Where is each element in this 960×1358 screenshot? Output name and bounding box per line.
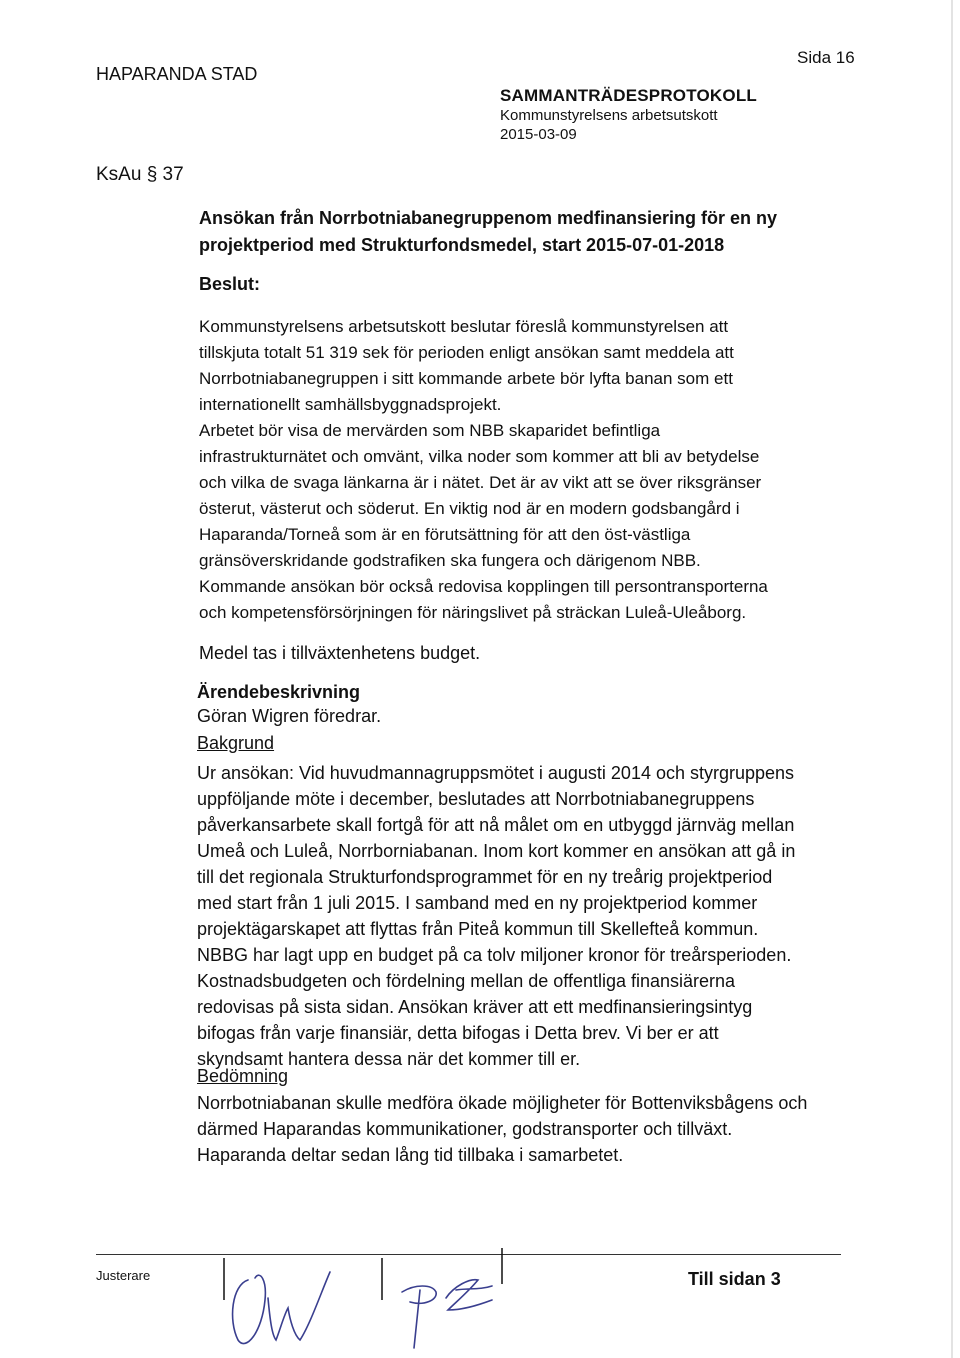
section-reference: KsAu § 37 bbox=[96, 164, 184, 185]
text-line: Kommande ansökan bör också redovisa kopplingen till persontransporterna bbox=[199, 577, 768, 596]
text-line: infrastrukturnätet och omvänt, vilka noder som kommer att bli av betydelse bbox=[199, 447, 760, 466]
meeting-date: 2015-03-09 bbox=[500, 126, 577, 143]
title-line: projektperiod med Strukturfondsmedel, start 2015-07-01-2018 bbox=[199, 235, 725, 255]
assessment-paragraph bbox=[197, 1090, 807, 1168]
text-line: och vilka de svaga länkarna är i nätet. Det är av vikt att se över riksgränser bbox=[199, 473, 762, 492]
signature-initials-1 bbox=[233, 1272, 330, 1344]
organization-name: HAPARANDA STAD bbox=[96, 64, 258, 84]
decision-paragraph-2 bbox=[199, 418, 768, 626]
text-line: påverkansarbete skall fortgå för att nå målet om en utbyggd järnväg mellan bbox=[197, 815, 795, 835]
matter-title bbox=[199, 205, 777, 259]
text-line: Haparanda deltar sedan lång tid tillbaka i samarbetet. bbox=[197, 1145, 624, 1165]
text-line: Umeå och Luleå, Norrborniabanan. Inom kort kommer en ansökan att gå in bbox=[197, 841, 796, 861]
text-line: gränsöverskridande godstrafiken ska fungera och därigenom NBB. bbox=[199, 551, 701, 570]
text-line: Norrbotniabanan skulle medföra ökade möjligheter för Bottenviksbågens och bbox=[197, 1093, 808, 1113]
presenter-line: Göran Wigren föredrar. bbox=[197, 706, 382, 726]
document-type: SAMMANTRÄDESPROTOKOLL bbox=[500, 86, 757, 105]
decision-heading: Beslut: bbox=[199, 274, 261, 294]
text-line: NBBG har lagt upp en budget på ca tolv miljoner kronor för treårsperioden. bbox=[197, 945, 792, 965]
text-line: Kostnadsbudgeten och fördelning mellan de offentliga finansiärerna bbox=[197, 971, 736, 991]
text-line: Ur ansökan: Vid huvudmannagruppsmötet i augusti 2014 och styrgruppens bbox=[197, 763, 795, 783]
next-page-label: Till sidan 3 bbox=[688, 1269, 781, 1289]
text-line: och kompetensförsörjningen för näringslivet på sträckan Luleå-Uleåborg. bbox=[199, 603, 747, 622]
text-line: bifogas från varje finansiär, detta bifogas i Detta brev. Vi ber er att bbox=[197, 1023, 719, 1043]
text-line: Kommunstyrelsens arbetsutskott beslutar föreslå kommunstyrelsen att bbox=[199, 317, 729, 336]
text-line: projektägarskapet att flyttas från Piteå kommun till Skellefteå kommun. bbox=[197, 919, 759, 939]
adjuster-label: Justerare bbox=[96, 1268, 151, 1283]
background-paragraph bbox=[197, 760, 795, 1072]
text-line: Haparanda/Torneå som är en förutsättning för att den öst-västliga bbox=[199, 525, 691, 544]
text-line: tillskjuta totalt 51 319 sek för perioden enligt ansökan samt meddela att bbox=[199, 343, 734, 362]
text-line: Norrbotniabanegruppen i sitt kommande arbete bör lyfta banan som ett bbox=[199, 369, 733, 388]
budget-note: Medel tas i tillväxtenhetens budget. bbox=[199, 643, 481, 663]
text-line: redovisas på sista sidan. Ansökan kräver att ett medfinansieringsintyg bbox=[197, 997, 753, 1017]
decision-paragraph-1 bbox=[199, 314, 734, 418]
text-line: österut, västerut och söderut. En viktig nod är en modern godsbangård i bbox=[199, 499, 740, 518]
page-number: Sida 16 bbox=[797, 48, 855, 67]
adjuster-signatures bbox=[210, 1240, 530, 1350]
text-line: Arbetet bör visa de mervärden som NBB skaparidet befintliga bbox=[199, 421, 661, 440]
page-edge-shadow bbox=[951, 0, 953, 1358]
case-description-heading: Ärendebeskrivning bbox=[197, 682, 361, 702]
committee-name: Kommunstyrelsens arbetsutskott bbox=[500, 107, 718, 124]
text-line: uppföljande möte i december, beslutades att Norrbotniabanegruppens bbox=[197, 789, 755, 809]
signature-initials-2 bbox=[402, 1280, 492, 1348]
text-line: skyndsamt hantera dessa när det kommer till er. bbox=[197, 1049, 581, 1069]
assessment-heading: Bedömning bbox=[197, 1066, 289, 1086]
text-line: internationellt samhällsbyggnadsprojekt. bbox=[199, 395, 502, 414]
text-line: därmed Haparandas kommunikationer, godstransporter och tillväxt. bbox=[197, 1119, 733, 1139]
text-line: med start från 1 juli 2015. I samband med en ny projektperiod kommer bbox=[197, 893, 758, 913]
title-line: Ansökan från Norrbotniabanegruppenom medfinansiering för en ny bbox=[199, 208, 778, 228]
text-line: till det regionala Strukturfondsprogrammet för en ny treårig projektperiod bbox=[197, 867, 773, 887]
background-heading: Bakgrund bbox=[197, 733, 275, 753]
